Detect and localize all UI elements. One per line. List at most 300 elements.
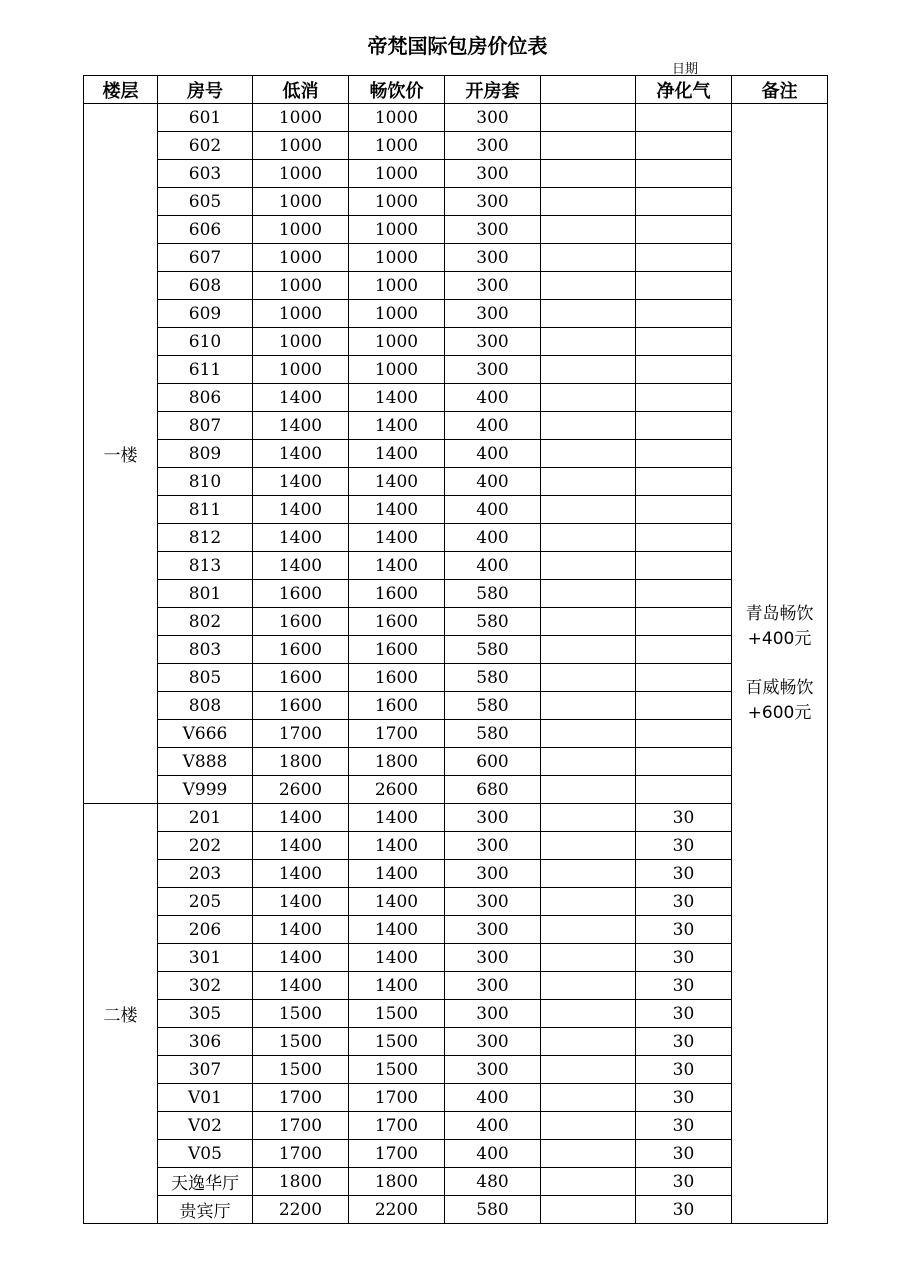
drink-price-cell: 1500 <box>349 1000 445 1028</box>
purifier-cell <box>636 468 732 496</box>
min-spend-cell: 1400 <box>253 888 349 916</box>
drink-price-cell: 1400 <box>349 916 445 944</box>
table-row <box>84 916 828 944</box>
min-spend-cell: 1700 <box>253 720 349 748</box>
purifier-cell <box>636 300 732 328</box>
min-spend-cell: 1500 <box>253 1000 349 1028</box>
purifier-cell <box>636 720 732 748</box>
table-row <box>84 1028 828 1056</box>
table-row <box>84 860 828 888</box>
floor-cell: 二楼 <box>84 804 158 1224</box>
room-cell: 611 <box>158 356 253 384</box>
drink-price-cell: 1400 <box>349 832 445 860</box>
blank-cell <box>541 160 636 188</box>
table-row <box>84 1000 828 1028</box>
note-line: +400元 <box>747 628 812 649</box>
purifier-cell: 30 <box>636 1140 732 1168</box>
purifier-cell <box>636 188 732 216</box>
blank-cell <box>541 1112 636 1140</box>
purifier-cell: 30 <box>636 1056 732 1084</box>
room-cell: 206 <box>158 916 253 944</box>
drink-price-cell: 1500 <box>349 1056 445 1084</box>
min-spend-cell: 1000 <box>253 188 349 216</box>
blank-cell <box>541 832 636 860</box>
table-row <box>84 804 828 832</box>
blank-cell <box>541 300 636 328</box>
blank-cell <box>541 720 636 748</box>
blank-cell <box>541 412 636 440</box>
purifier-cell <box>636 216 732 244</box>
blank-cell <box>541 384 636 412</box>
blank-cell <box>541 804 636 832</box>
min-spend-cell: 1400 <box>253 832 349 860</box>
drink-price-cell: 1000 <box>349 188 445 216</box>
drink-price-cell: 1700 <box>349 1112 445 1140</box>
room-fee-cell: 400 <box>445 1140 541 1168</box>
drink-price-cell: 2600 <box>349 776 445 804</box>
header-min-spend: 低消 <box>253 76 349 104</box>
drink-price-cell: 1000 <box>349 216 445 244</box>
room-fee-cell: 300 <box>445 132 541 160</box>
blank-cell <box>541 104 636 132</box>
note-line: 百威畅饮 <box>745 677 814 698</box>
min-spend-cell: 1700 <box>253 1112 349 1140</box>
room-cell: 810 <box>158 468 253 496</box>
room-fee-cell: 400 <box>445 1084 541 1112</box>
room-fee-cell: 580 <box>445 636 541 664</box>
min-spend-cell: 1400 <box>253 860 349 888</box>
note-spacer <box>732 652 827 676</box>
room-fee-cell: 580 <box>445 580 541 608</box>
purifier-cell <box>636 384 732 412</box>
min-spend-cell: 1400 <box>253 384 349 412</box>
min-spend-cell: 1600 <box>253 580 349 608</box>
blank-cell <box>541 188 636 216</box>
room-cell: 602 <box>158 132 253 160</box>
blank-cell <box>541 1140 636 1168</box>
min-spend-cell: 1400 <box>253 524 349 552</box>
purifier-cell: 30 <box>636 1084 732 1112</box>
room-fee-cell: 300 <box>445 328 541 356</box>
table-row <box>84 832 828 860</box>
room-cell: V02 <box>158 1112 253 1140</box>
purifier-cell <box>636 104 732 132</box>
min-spend-cell: 1400 <box>253 552 349 580</box>
drink-price-cell: 1400 <box>349 860 445 888</box>
table-row <box>84 412 828 440</box>
min-spend-cell: 1400 <box>253 496 349 524</box>
purifier-cell <box>636 748 732 776</box>
room-cell: 202 <box>158 832 253 860</box>
blank-cell <box>541 1168 636 1196</box>
blank-cell <box>541 664 636 692</box>
min-spend-cell: 1000 <box>253 244 349 272</box>
notes-cell <box>732 104 828 1224</box>
blank-cell <box>541 636 636 664</box>
purifier-cell: 30 <box>636 1168 732 1196</box>
room-cell: 301 <box>158 944 253 972</box>
blank-cell <box>541 132 636 160</box>
table-row <box>84 188 828 216</box>
drink-price-cell: 1400 <box>349 440 445 468</box>
drink-price-cell: 1800 <box>349 1168 445 1196</box>
table-row <box>84 272 828 300</box>
drink-price-cell: 1600 <box>349 580 445 608</box>
room-fee-cell: 300 <box>445 272 541 300</box>
blank-cell <box>541 916 636 944</box>
room-cell: 809 <box>158 440 253 468</box>
drink-price-cell: 1400 <box>349 552 445 580</box>
min-spend-cell: 2600 <box>253 776 349 804</box>
min-spend-cell: 1000 <box>253 132 349 160</box>
table-row <box>84 160 828 188</box>
room-fee-cell: 400 <box>445 496 541 524</box>
purifier-cell: 30 <box>636 804 732 832</box>
drink-price-cell: 1400 <box>349 888 445 916</box>
room-cell: V01 <box>158 1084 253 1112</box>
table-row <box>84 468 828 496</box>
table-row <box>84 720 828 748</box>
table-row <box>84 1084 828 1112</box>
blank-cell <box>541 272 636 300</box>
room-cell: 302 <box>158 972 253 1000</box>
blank-cell <box>541 496 636 524</box>
purifier-cell: 30 <box>636 916 732 944</box>
drink-price-cell: 1700 <box>349 1084 445 1112</box>
purifier-cell <box>636 580 732 608</box>
room-fee-cell: 300 <box>445 244 541 272</box>
blank-cell <box>541 748 636 776</box>
drink-price-cell: 1600 <box>349 608 445 636</box>
min-spend-cell: 1000 <box>253 160 349 188</box>
room-cell: 811 <box>158 496 253 524</box>
room-cell: V888 <box>158 748 253 776</box>
blank-cell <box>541 860 636 888</box>
blank-cell <box>541 692 636 720</box>
min-spend-cell: 1000 <box>253 104 349 132</box>
room-fee-cell: 300 <box>445 188 541 216</box>
blank-cell <box>541 1084 636 1112</box>
min-spend-cell: 1700 <box>253 1084 349 1112</box>
drink-price-cell: 1600 <box>349 692 445 720</box>
room-cell: V999 <box>158 776 253 804</box>
drink-price-cell: 1700 <box>349 720 445 748</box>
date-label: 日期 <box>671 62 698 77</box>
table-row <box>84 1168 828 1196</box>
blank-cell <box>541 356 636 384</box>
drink-price-cell: 1800 <box>349 748 445 776</box>
room-cell: 601 <box>158 104 253 132</box>
room-fee-cell: 400 <box>445 412 541 440</box>
table-row <box>84 496 828 524</box>
table-row <box>84 1056 828 1084</box>
table-row <box>84 1196 828 1224</box>
room-cell: 606 <box>158 216 253 244</box>
table-row <box>84 776 828 804</box>
room-fee-cell: 580 <box>445 1196 541 1224</box>
drink-price-cell: 1400 <box>349 384 445 412</box>
table-row <box>84 1140 828 1168</box>
min-spend-cell: 1600 <box>253 636 349 664</box>
header-room: 房号 <box>158 76 253 104</box>
blank-cell <box>541 944 636 972</box>
purifier-cell <box>636 272 732 300</box>
min-spend-cell: 1000 <box>253 216 349 244</box>
blank-cell <box>541 972 636 1000</box>
room-fee-cell: 300 <box>445 804 541 832</box>
table-row <box>84 580 828 608</box>
drink-price-cell: 1400 <box>349 972 445 1000</box>
min-spend-cell: 1400 <box>253 412 349 440</box>
table-row <box>84 748 828 776</box>
purifier-cell <box>636 328 732 356</box>
purifier-cell <box>636 440 732 468</box>
room-cell: 803 <box>158 636 253 664</box>
room-fee-cell: 300 <box>445 1000 541 1028</box>
purifier-cell <box>636 692 732 720</box>
purifier-cell <box>636 160 732 188</box>
table-row <box>84 384 828 412</box>
purifier-cell: 30 <box>636 1196 732 1224</box>
room-cell: 605 <box>158 188 253 216</box>
room-cell: 806 <box>158 384 253 412</box>
min-spend-cell: 1000 <box>253 272 349 300</box>
blank-cell <box>541 1028 636 1056</box>
purifier-cell <box>636 776 732 804</box>
purifier-cell <box>636 608 732 636</box>
drink-price-cell: 1000 <box>349 272 445 300</box>
min-spend-cell: 1400 <box>253 440 349 468</box>
blank-cell <box>541 1000 636 1028</box>
room-cell: 608 <box>158 272 253 300</box>
table-row <box>84 944 828 972</box>
blank-cell <box>541 468 636 496</box>
room-fee-cell: 300 <box>445 944 541 972</box>
room-cell: 205 <box>158 888 253 916</box>
drink-price-cell: 1000 <box>349 244 445 272</box>
drink-price-cell: 1600 <box>349 636 445 664</box>
room-cell: 305 <box>158 1000 253 1028</box>
min-spend-cell: 1600 <box>253 692 349 720</box>
table-row <box>84 244 828 272</box>
room-cell: 天逸华厅 <box>158 1168 253 1196</box>
drink-price-cell: 1400 <box>349 524 445 552</box>
table-row <box>84 440 828 468</box>
room-cell: 807 <box>158 412 253 440</box>
min-spend-cell: 1400 <box>253 944 349 972</box>
room-cell: 813 <box>158 552 253 580</box>
blank-cell <box>541 244 636 272</box>
room-cell: 609 <box>158 300 253 328</box>
purifier-cell <box>636 496 732 524</box>
drink-price-cell: 1500 <box>349 1028 445 1056</box>
floor-cell: 一楼 <box>84 104 158 804</box>
header-row <box>84 76 828 104</box>
room-fee-cell: 580 <box>445 664 541 692</box>
drink-price-cell: 1400 <box>349 804 445 832</box>
drink-price-cell: 1000 <box>349 104 445 132</box>
header-drink-price: 畅饮价 <box>349 76 445 104</box>
room-fee-cell: 300 <box>445 972 541 1000</box>
table-row <box>84 972 828 1000</box>
min-spend-cell: 1400 <box>253 804 349 832</box>
table-row <box>84 216 828 244</box>
blank-cell <box>541 440 636 468</box>
blank-cell <box>541 552 636 580</box>
table-row <box>84 608 828 636</box>
purifier-cell <box>636 552 732 580</box>
table-row <box>84 636 828 664</box>
table-row <box>84 888 828 916</box>
drink-price-cell: 1400 <box>349 496 445 524</box>
blank-cell <box>541 580 636 608</box>
min-spend-cell: 1800 <box>253 1168 349 1196</box>
blank-cell <box>541 888 636 916</box>
blank-cell <box>541 524 636 552</box>
purifier-cell: 30 <box>636 944 732 972</box>
room-fee-cell: 300 <box>445 1028 541 1056</box>
room-cell: 贵宾厅 <box>158 1196 253 1224</box>
purifier-cell: 30 <box>636 1112 732 1140</box>
room-fee-cell: 300 <box>445 916 541 944</box>
purifier-cell: 30 <box>636 1000 732 1028</box>
room-fee-cell: 300 <box>445 860 541 888</box>
min-spend-cell: 1000 <box>253 328 349 356</box>
min-spend-cell: 1800 <box>253 748 349 776</box>
room-fee-cell: 480 <box>445 1168 541 1196</box>
header-room-fee: 开房套 <box>445 76 541 104</box>
room-cell: 607 <box>158 244 253 272</box>
min-spend-cell: 1700 <box>253 1140 349 1168</box>
room-cell: V05 <box>158 1140 253 1168</box>
purifier-cell <box>636 244 732 272</box>
drink-price-cell: 1400 <box>349 944 445 972</box>
purifier-cell: 30 <box>636 888 732 916</box>
min-spend-cell: 1500 <box>253 1028 349 1056</box>
blank-cell <box>541 608 636 636</box>
drink-price-cell: 1000 <box>349 328 445 356</box>
drink-price-cell: 1000 <box>349 300 445 328</box>
purifier-cell: 30 <box>636 832 732 860</box>
room-cell: 307 <box>158 1056 253 1084</box>
drink-price-cell: 1000 <box>349 132 445 160</box>
room-cell: 812 <box>158 524 253 552</box>
room-cell: 805 <box>158 664 253 692</box>
min-spend-cell: 1400 <box>253 916 349 944</box>
room-fee-cell: 300 <box>445 216 541 244</box>
purifier-cell <box>636 412 732 440</box>
note-line: 青岛畅饮 <box>745 603 814 624</box>
room-fee-cell: 580 <box>445 692 541 720</box>
page-title: 帝梵国际包房价位表 <box>367 34 548 58</box>
room-fee-cell: 580 <box>445 720 541 748</box>
purifier-cell <box>636 664 732 692</box>
table-row <box>84 692 828 720</box>
table-row <box>84 1112 828 1140</box>
room-fee-cell: 300 <box>445 888 541 916</box>
room-cell: 808 <box>158 692 253 720</box>
blank-cell <box>541 328 636 356</box>
room-cell: 802 <box>158 608 253 636</box>
drink-price-cell: 1400 <box>349 468 445 496</box>
header-purifier: 净化气 <box>636 76 732 104</box>
table-row <box>84 328 828 356</box>
room-fee-cell: 680 <box>445 776 541 804</box>
drink-price-cell: 1000 <box>349 356 445 384</box>
table-body <box>84 104 828 1224</box>
min-spend-cell: 1400 <box>253 972 349 1000</box>
room-fee-cell: 300 <box>445 832 541 860</box>
room-cell: 306 <box>158 1028 253 1056</box>
room-fee-cell: 400 <box>445 1112 541 1140</box>
room-fee-cell: 300 <box>445 104 541 132</box>
room-fee-cell: 300 <box>445 356 541 384</box>
note-line: +600元 <box>747 702 812 723</box>
purifier-cell <box>636 356 732 384</box>
drink-price-cell: 1000 <box>349 160 445 188</box>
room-fee-cell: 300 <box>445 160 541 188</box>
table-row <box>84 664 828 692</box>
room-cell: 201 <box>158 804 253 832</box>
min-spend-cell: 2200 <box>253 1196 349 1224</box>
table-row <box>84 552 828 580</box>
table-row <box>84 132 828 160</box>
min-spend-cell: 1000 <box>253 300 349 328</box>
blank-cell <box>541 776 636 804</box>
room-cell: 203 <box>158 860 253 888</box>
room-fee-cell: 400 <box>445 524 541 552</box>
min-spend-cell: 1000 <box>253 356 349 384</box>
blank-cell <box>541 216 636 244</box>
table-row <box>84 300 828 328</box>
header-blank <box>541 76 636 104</box>
drink-price-cell: 1600 <box>349 664 445 692</box>
min-spend-cell: 1600 <box>253 664 349 692</box>
table-row <box>84 356 828 384</box>
room-fee-cell: 400 <box>445 552 541 580</box>
room-fee-cell: 400 <box>445 468 541 496</box>
blank-cell <box>541 1056 636 1084</box>
room-fee-cell: 300 <box>445 300 541 328</box>
purifier-cell <box>636 636 732 664</box>
drink-price-cell: 2200 <box>349 1196 445 1224</box>
purifier-cell: 30 <box>636 972 732 1000</box>
min-spend-cell: 1600 <box>253 608 349 636</box>
purifier-cell: 30 <box>636 1028 732 1056</box>
room-fee-cell: 400 <box>445 440 541 468</box>
purifier-cell <box>636 132 732 160</box>
purifier-cell: 30 <box>636 860 732 888</box>
min-spend-cell: 1500 <box>253 1056 349 1084</box>
header-floor: 楼层 <box>84 76 158 104</box>
room-cell: 610 <box>158 328 253 356</box>
room-fee-cell: 300 <box>445 1056 541 1084</box>
min-spend-cell: 1400 <box>253 468 349 496</box>
price-table <box>83 75 828 1224</box>
drink-price-cell: 1700 <box>349 1140 445 1168</box>
room-cell: 801 <box>158 580 253 608</box>
room-fee-cell: 580 <box>445 608 541 636</box>
purifier-cell <box>636 524 732 552</box>
header-notes: 备注 <box>732 76 828 104</box>
room-cell: 603 <box>158 160 253 188</box>
room-fee-cell: 600 <box>445 748 541 776</box>
blank-cell <box>541 1196 636 1224</box>
table-row <box>84 524 828 552</box>
room-cell: V666 <box>158 720 253 748</box>
drink-price-cell: 1400 <box>349 412 445 440</box>
room-fee-cell: 400 <box>445 384 541 412</box>
